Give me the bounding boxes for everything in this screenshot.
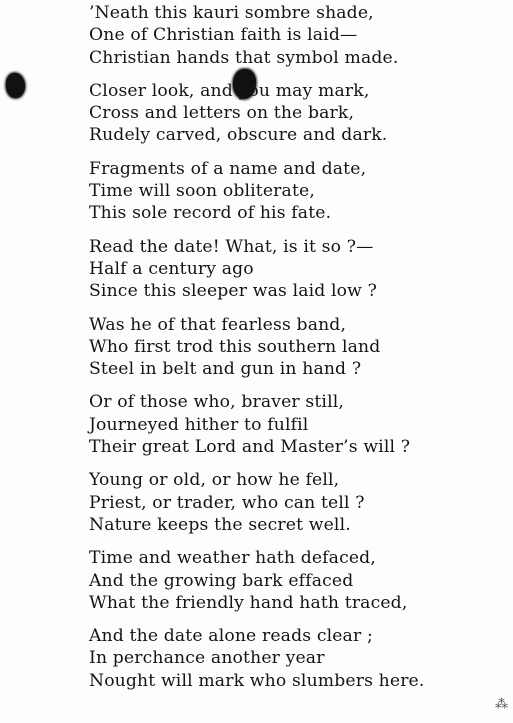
poem-line: Priest, or trader, who can tell ?	[89, 492, 365, 513]
poem-line: Steel in belt and gun in hand ?	[89, 359, 362, 380]
stanza-8	[89, 547, 499, 614]
stanza-4	[89, 236, 499, 303]
poem-line: Time will soon obliterate,	[89, 181, 315, 202]
poem-line: Closer look, and you may mark,	[89, 80, 370, 101]
poem-line: Fragments of a name and date,	[89, 158, 367, 179]
poem-line: Cross and letters on the bark,	[89, 103, 355, 124]
poem-line: And the growing bark effaced	[89, 570, 354, 591]
stanza-9	[89, 625, 499, 692]
stanza-3	[89, 158, 499, 225]
poem-line: This sole record of his fate.	[89, 203, 332, 224]
poem-body	[89, 2, 499, 703]
stanza-5	[89, 314, 499, 381]
page-corner-mark: ⁂	[495, 697, 508, 712]
poem-line: Was he of that fearless band,	[89, 314, 347, 335]
poem-line: Rudely carved, obscure and dark.	[89, 125, 388, 146]
stanza-7	[89, 469, 499, 536]
poem-line: Nature keeps the secret well.	[89, 514, 351, 535]
poem-line: Who first trod this southern land	[89, 336, 381, 357]
poem-line: Or of those who, braver still,	[89, 392, 344, 413]
poem-line: Read the date! What, is it so ?—	[89, 236, 374, 257]
stanza-6	[89, 391, 499, 458]
poem-line: Since this sleeper was laid low ?	[89, 281, 378, 302]
poem-line: Nought will mark who slumbers here.	[89, 670, 425, 691]
poem-line: One of Christian faith is laid—	[89, 25, 358, 46]
poem-line: Journeyed hither to fulfil	[89, 414, 309, 435]
stanza-2	[89, 80, 499, 147]
poem-line: Christian hands that symbol made.	[89, 47, 399, 68]
poem-line: Young or old, or how he fell,	[89, 470, 340, 491]
poem-line: ’Neath this kauri sombre shade,	[89, 3, 374, 23]
stanza-1	[89, 2, 499, 69]
poem-line: Time and weather hath defaced,	[89, 548, 376, 569]
ink-blot-left	[6, 73, 25, 98]
poem-line: Their great Lord and Master’s will ?	[89, 437, 411, 458]
poem-line: What the friendly hand hath traced,	[89, 592, 408, 613]
poem-line: And the date alone reads clear ;	[89, 626, 373, 647]
poem-line: In perchance another year	[89, 648, 325, 669]
poem-line: Half a century ago	[89, 258, 254, 279]
